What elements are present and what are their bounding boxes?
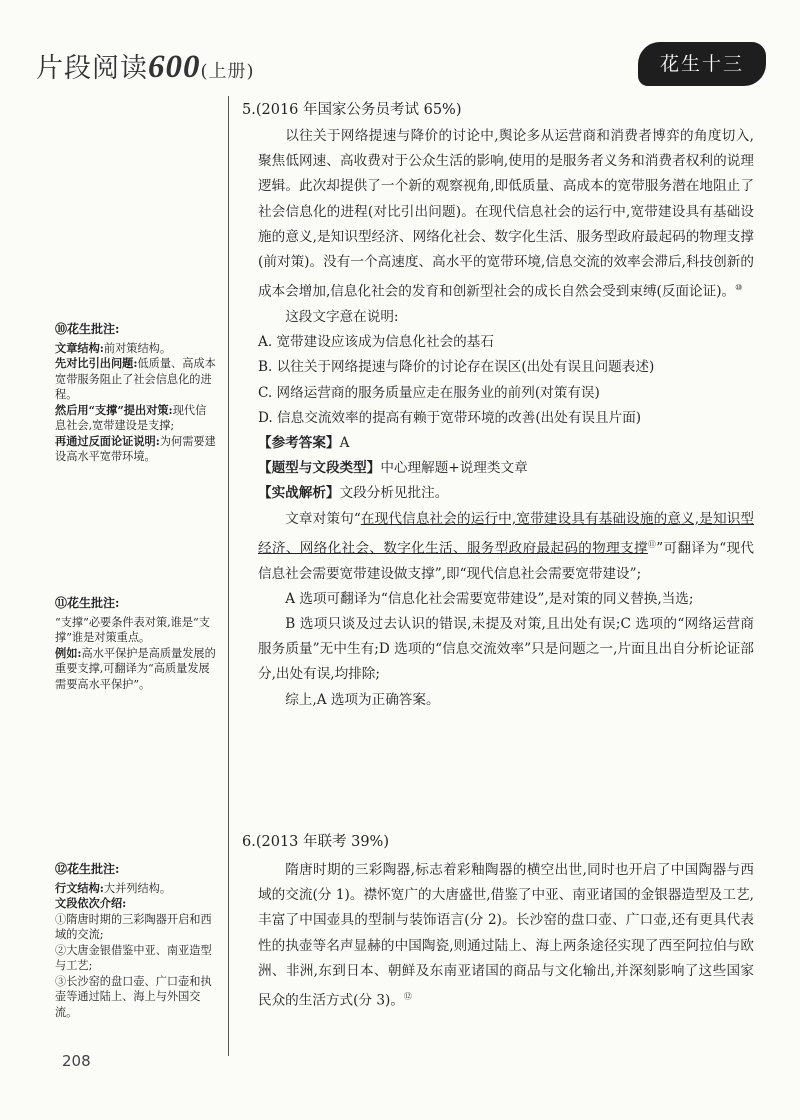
note-line <box>55 341 217 357</box>
note-line-bold: 然后用“支撑”提出对策: <box>55 402 173 417</box>
column-divider <box>228 96 229 1056</box>
note-line <box>55 896 217 912</box>
note-line <box>55 615 217 646</box>
note-line-text: “支撑”必要条件表对策,谁是“支撑”谁是对策重点。 <box>55 615 210 644</box>
q5-explain <box>258 507 754 587</box>
note-marker: ⑪ <box>647 539 657 549</box>
note-line-text: 大并列结构。 <box>103 881 172 895</box>
note-line <box>55 434 217 465</box>
q5-title: 5.(2016 年国家公务员考试 65%) <box>242 102 462 118</box>
q5-answer <box>258 431 754 456</box>
note-line <box>55 912 217 943</box>
note-marker: ⑩ <box>735 283 743 293</box>
type-value: 中心理解题+说理类文章 <box>380 460 528 477</box>
note-line <box>55 646 217 693</box>
note-line-bold: 先对比引出问题: <box>55 356 138 370</box>
note-title: ⑩花生批注: <box>55 322 120 336</box>
note-line-bold: 文段依次介绍: <box>55 896 127 910</box>
book-volume: (上册) <box>200 61 255 82</box>
note-line <box>55 403 217 434</box>
note-line-bold: 行文结构: <box>55 880 104 895</box>
note-line <box>55 356 217 403</box>
book-title-number: 600 <box>148 49 201 85</box>
explain-suffix: ”可翻译为“现代信息社会需要宽带建设做支撑”,即“现代信息社会需要宽带建设”; <box>258 540 755 582</box>
note-line <box>55 881 217 897</box>
q5-passage-text: 以往关于网络提速与降价的讨论中,舆论多从运营商和消费者博弈的角度切入,聚焦低网速、高收费对于公众生活的影响,使用的是服务者义务和消费者权利的说理逻辑。此次却提供了一个新的观察视角,即低质量、高成本的宽带服务潜在地阻止了社会信息化的进程(对比引出问题)。在现代信息社会的运行中,宽带建设具有基础设施的意义,是知识型经济、网络化社会、数字化生活、服务型政府最起码的物理支撑(前对策)。没有一个高速度、高水平的宽带环境,信息交流的效率会滞后,科技创新的成本会增加,信息化社会的发育和创新型社会的成长自然会受到束缚(反面论证)。 <box>258 128 754 300</box>
q5-option-c: C. 网络运营商的服务质量应走在服务业的前列(对策有误) <box>258 384 600 401</box>
note-line-text: 高水平保护是高质量发展的重要支撑,可翻译为“高质量发展需要高水平保护”。 <box>55 646 216 691</box>
book-title <box>36 46 255 86</box>
q5-explain-a: A 选项可翻译为“信息化社会需要宽带建设”,是对策的同义替换,当选; <box>285 590 694 607</box>
note-line-text: ②大唐金银借鉴中亚、南亚造型与工艺; <box>55 943 212 972</box>
brand-logo: 花生十三 <box>638 42 766 86</box>
q5-passage <box>258 124 754 305</box>
note-line-text: ③长沙窑的盘口壶、广口壶和执壶等通过陆上、海上与外国交流。 <box>55 974 212 1019</box>
book-title-text: 片段阅读 <box>36 53 148 84</box>
note-line-text: 前对策结构。 <box>103 341 172 355</box>
note-line-text: 为何需要建设高水平宽带环境。 <box>55 434 216 463</box>
q6-title: 6.(2013 年联考 39%) <box>242 834 389 850</box>
sidebar-note-12 <box>55 862 217 1020</box>
q5-analysis <box>258 481 754 506</box>
analysis-label: 【实战解析】 <box>258 485 340 502</box>
note-marker: ⑫ <box>403 992 412 1002</box>
sidebar-note-10 <box>55 322 217 465</box>
note-line-text: ①隋唐时期的三彩陶器开启和西域的交流; <box>55 912 212 941</box>
q5-conclusion: 综上,A 选项为正确答案。 <box>285 691 440 708</box>
note-line-bold: 文章结构: <box>55 340 104 355</box>
q5-explain-bcd: B 选项只谈及过去认识的错误,未提及对策,且出处有误;C 选项的“网络运营商服务质量”无中生有;D 选项的“信息交流效率”只是问题之一,片面且出自分析论证部分,出处有误,均排除; <box>258 615 754 683</box>
note-line-text: 现代信息社会,宽带建设是支撑; <box>55 403 207 432</box>
answer-label: 【参考答案】 <box>258 434 340 451</box>
type-label: 【题型与文段类型】 <box>258 460 381 477</box>
note-line <box>55 943 217 974</box>
q6-passage <box>258 858 754 1014</box>
q6-passage-text: 隋唐时期的三彩陶器,标志着彩釉陶器的横空出世,同时也开启了中国陶器与西域的交流(分 1)。襟怀宽广的大唐盛世,借鉴了中亚、南亚诸国的金银器造型及工艺,丰富了中国壶具的型制与装饰语言(分 2)。长沙窑的盘口壶、广口壶,还有更具代表性的执壶等名声显赫的中国陶瓷,则通过陆上、海上两条途径实现了西至阿拉伯与欧洲、非洲,东到日本、朝鲜及东南亚诸国的商品与文化输出,并深刻影响了这些国家民众的生活方式(分 3)。 <box>258 862 754 1009</box>
note-line-bold: 再通过反面论证说明: <box>55 433 160 448</box>
page-header <box>36 42 766 92</box>
note-line <box>55 974 217 1021</box>
note-title: ⑪花生批注: <box>55 596 120 610</box>
explain-quote: 在现代信息社会的运行中,宽带建设具有基础设施的意义,是知识型经济、网络化社会、数字化生活、服务型政府最起码的物理支撑 <box>258 510 755 557</box>
answer-value: A <box>339 434 350 451</box>
page-number: 208 <box>62 1052 91 1070</box>
q5-option-b: B. 以往关于网络提速与降价的讨论存在误区(出处有误且问题表述) <box>258 359 655 376</box>
q5-type <box>258 456 754 481</box>
q5-body <box>258 124 754 713</box>
note-title: ⑫花生批注: <box>55 862 120 876</box>
sidebar-note-11 <box>55 596 217 692</box>
note-line-text: 低质量、高成本宽带服务阻止了社会信息化的进程。 <box>55 357 216 401</box>
note-line-bold: 例如: <box>55 645 82 660</box>
q6-body <box>258 858 754 1014</box>
explain-prefix: 文章对策句“ <box>285 510 361 527</box>
q5-option-d: D. 信息交流效率的提高有赖于宽带环境的改善(出处有误且片面) <box>258 409 642 426</box>
q5-stem: 这段文字意在说明: <box>285 308 399 325</box>
q5-option-a: A. 宽带建设应该成为信息化社会的基石 <box>258 334 494 351</box>
analysis-value: 文段分析见批注。 <box>339 485 449 502</box>
